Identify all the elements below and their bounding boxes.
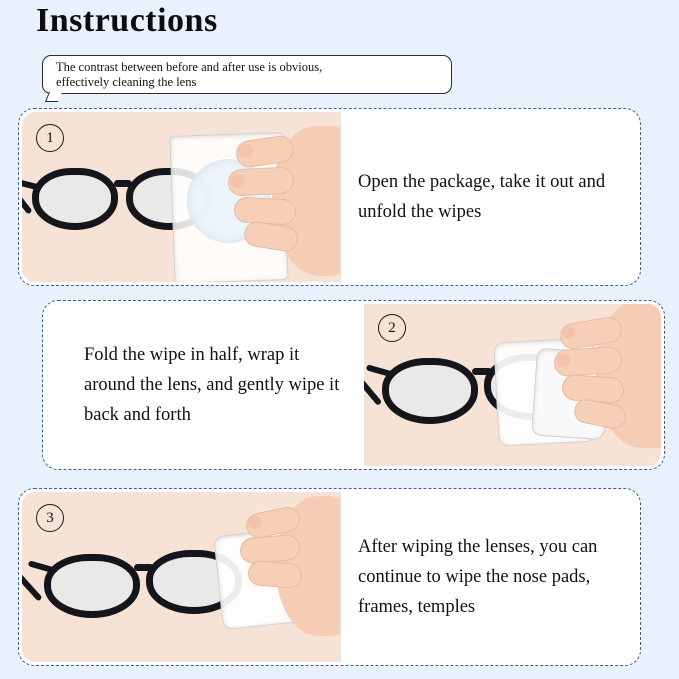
callout-line-1: The contrast between before and after use is obvious, — [56, 60, 323, 74]
step-2-image — [364, 304, 661, 466]
callout-box — [42, 55, 452, 94]
step-number-badge-1: 1 — [36, 124, 64, 152]
step-card-3 — [18, 488, 641, 666]
step-card-2 — [42, 300, 665, 470]
step-number-badge-2: 2 — [378, 314, 406, 342]
step-text-1: Open the package, take it out and unfold the wipes — [358, 172, 606, 222]
step-text-2: Fold the wipe in half, wrap it around the lens, and gently wipe it back and forth — [84, 345, 340, 425]
step-number-badge-3: 3 — [36, 504, 64, 532]
card-divider-3 — [340, 492, 341, 662]
step-text-3: After wiping the lenses, you can continue to wipe the nose pads, frames, temples — [358, 537, 598, 617]
callout-line-2: effectively cleaning the lens — [56, 75, 197, 89]
card-divider-1 — [340, 112, 341, 282]
page-title: Instructions — [36, 2, 218, 39]
step-1-image — [22, 112, 340, 282]
step-card-1 — [18, 108, 641, 286]
callout-tail — [45, 92, 62, 102]
step-3-image — [22, 492, 340, 662]
